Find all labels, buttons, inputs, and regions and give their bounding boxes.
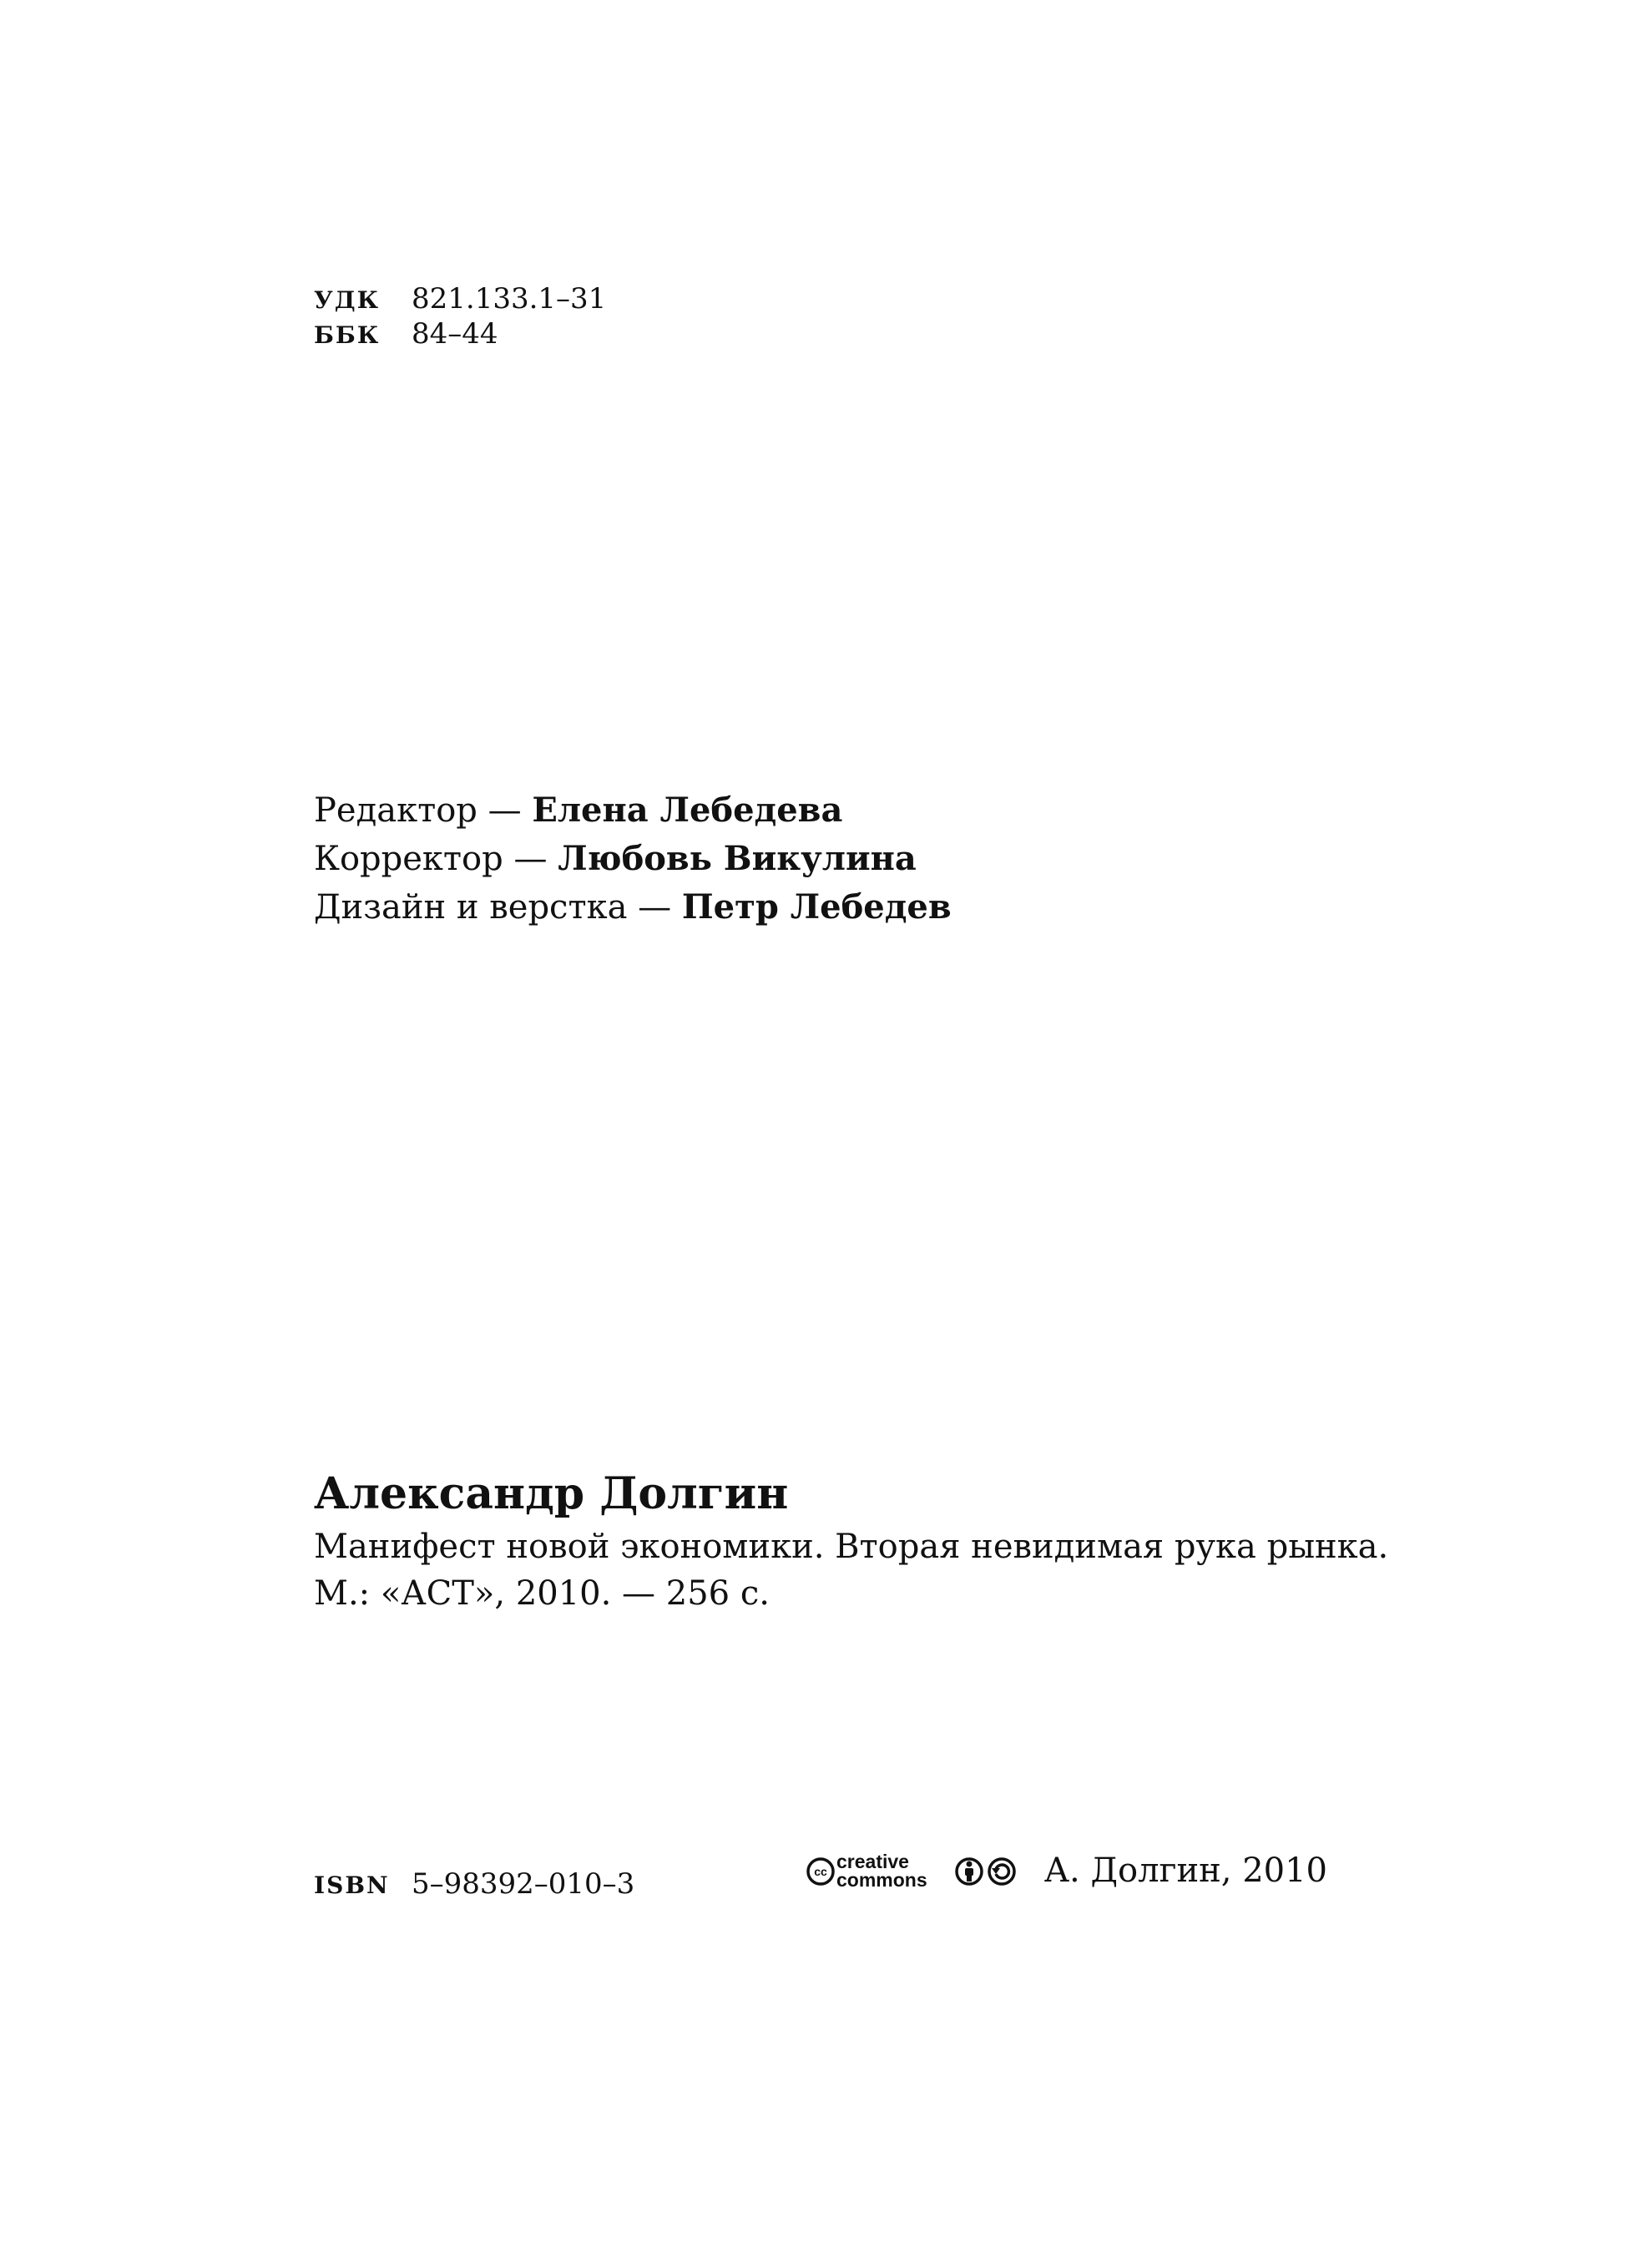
credit-role: Дизайн и верстка: [314, 888, 628, 927]
bbk-row: [314, 317, 606, 352]
book-info: [314, 1465, 1388, 1617]
copyright-text: А. Долгин, 2010: [1043, 1851, 1327, 1890]
creative-commons-icon: [808, 1859, 833, 1884]
bbk-label: ББК: [314, 321, 381, 349]
credit-role: Редактор: [314, 791, 477, 830]
classification-codes: [314, 282, 606, 352]
udk-row: [314, 282, 606, 317]
book-imprint: М.: «АСТ», 2010. — 256 с.: [314, 1574, 770, 1613]
credit-dash: —: [503, 840, 558, 878]
cc-mark: cc: [813, 1865, 827, 1878]
udk-value: 821.133.1–31: [412, 282, 607, 316]
cc-wordmark-bottom: commons: [836, 1869, 927, 1891]
attribution-icon: [957, 1859, 982, 1884]
credit-name: Петр Лебедев: [681, 887, 952, 927]
book-title: Манифест новой экономики. Вторая невидимая рука рынка.: [314, 1528, 1389, 1566]
author-name: Александр Долгин: [314, 1468, 789, 1519]
udk-label: УДК: [314, 286, 381, 314]
credit-editor: [314, 786, 952, 835]
credit-designer: [314, 883, 952, 932]
cc-wordmark-top: creative: [836, 1851, 909, 1872]
bbk-value: 84–44: [412, 317, 498, 351]
credit-name: Елена Лебедева: [532, 791, 843, 830]
license-block: [806, 1850, 1327, 1892]
credit-name: Любовь Викулина: [558, 839, 917, 878]
credit-role: Корректор: [314, 840, 503, 878]
creative-commons-logo: [806, 1850, 1031, 1892]
isbn-label: ISBN: [314, 1871, 390, 1899]
credits-block: [314, 786, 952, 932]
isbn-row: [314, 1867, 634, 1901]
credit-proofreader: [314, 835, 952, 883]
share-alike-icon: [989, 1859, 1014, 1884]
credit-dash: —: [627, 888, 682, 927]
isbn-value: 5–98392–010–3: [412, 1867, 635, 1901]
credit-dash: —: [477, 791, 533, 830]
